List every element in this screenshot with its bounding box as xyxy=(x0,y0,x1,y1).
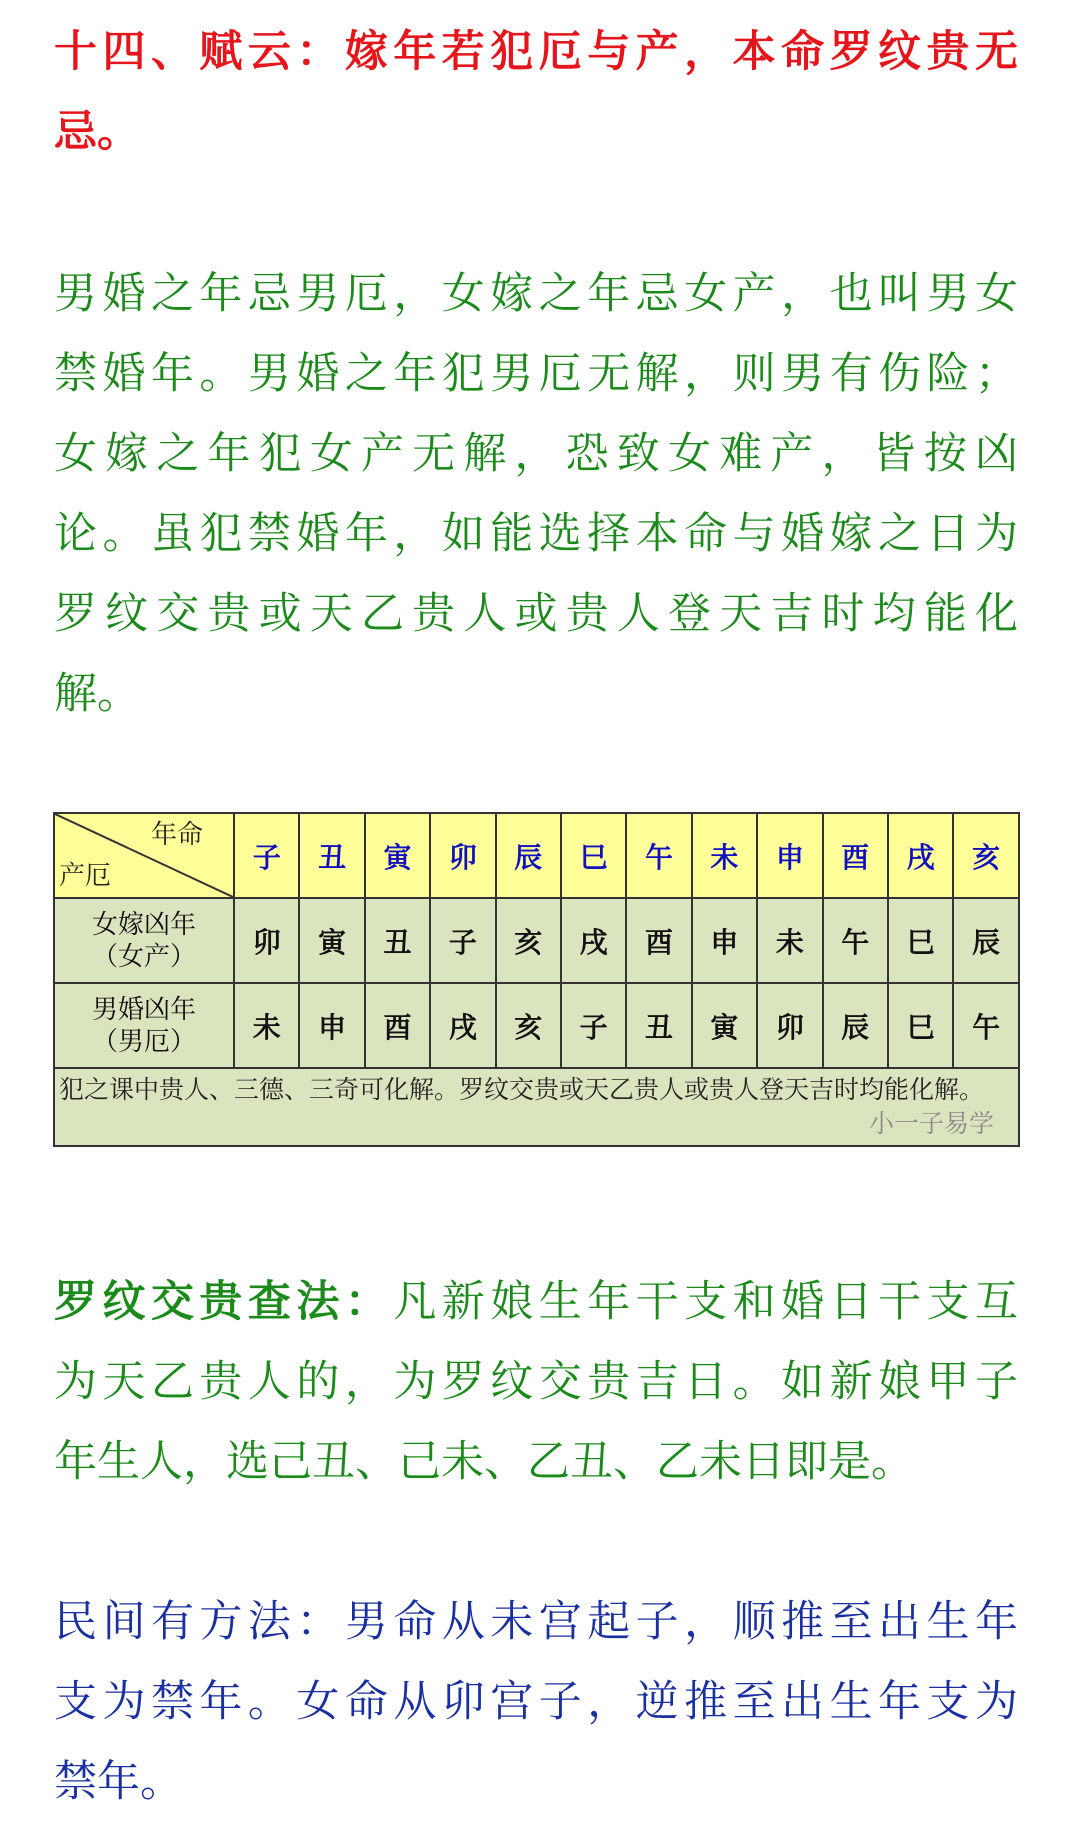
table-cell: 丑 xyxy=(626,983,691,1068)
header-cell: 未 xyxy=(692,813,757,898)
note-text: 犯之课中贵人、三德、三奇可化解。罗纹交贵或天乙贵人或贵人登天吉时均能化解。 xyxy=(59,1075,985,1104)
row-label-line: 男婚凶年 xyxy=(91,994,196,1025)
table-cell: 子 xyxy=(561,983,626,1068)
corner-top-label: 年命 xyxy=(150,820,203,850)
text-line: 解。 xyxy=(54,669,140,719)
table-cell: 戌 xyxy=(561,898,626,983)
row-label xyxy=(54,983,234,1068)
header-cell: 辰 xyxy=(496,813,561,898)
paragraph-forbidden-years xyxy=(54,254,1018,734)
text-line: 支为禁年。女命从卯宫子，逆推至出生年支为 xyxy=(54,1677,1018,1727)
heading-line: 十四、赋云：嫁年若犯厄与产，本命罗纹贵无 xyxy=(54,27,1018,77)
text-line: 禁年。 xyxy=(54,1757,183,1807)
table-cell: 巳 xyxy=(888,898,953,983)
text-line xyxy=(54,1262,1018,1342)
header-cell: 丑 xyxy=(299,813,364,898)
table-cell: 戌 xyxy=(430,983,495,1068)
heading-line: 忌。 xyxy=(54,107,140,157)
table-cell: 酉 xyxy=(365,983,430,1068)
text-line: 罗纹交贵或天乙贵人或贵人登天吉时均能化 xyxy=(54,589,1018,639)
text-line: 为天乙贵人的，为罗纹交贵吉日。如新娘甲子 xyxy=(54,1357,1018,1407)
table-cell: 巳 xyxy=(888,983,953,1068)
text-line: 禁婚年。男婚之年犯男厄无解，则男有伤险； xyxy=(54,349,1018,399)
table-cell: 未 xyxy=(234,983,299,1068)
table-cell: 亥 xyxy=(496,898,561,983)
table-cell: 未 xyxy=(757,898,822,983)
table-row xyxy=(54,898,1019,983)
table-cell: 亥 xyxy=(496,983,561,1068)
table-cell: 丑 xyxy=(365,898,430,983)
row-label-line: （男厄） xyxy=(91,1026,196,1057)
text-line: 男婚之年忌男厄，女嫁之年忌女产，也叫男女 xyxy=(54,269,1018,319)
corner-cell xyxy=(54,813,234,898)
header-cell: 卯 xyxy=(430,813,495,898)
paragraph-folk-method xyxy=(54,1582,1018,1822)
table-cell: 申 xyxy=(299,983,364,1068)
table-row xyxy=(54,983,1019,1068)
header-cell: 酉 xyxy=(823,813,888,898)
table-cell: 午 xyxy=(953,983,1019,1068)
header-cell: 子 xyxy=(234,813,299,898)
text-span: 凡新娘生年干支和婚日干支互 xyxy=(393,1277,1019,1327)
table-note-row xyxy=(54,1068,1019,1146)
table-cell: 卯 xyxy=(234,898,299,983)
text-line: 年生人，选己丑、己未、乙丑、乙未日即是。 xyxy=(54,1437,914,1487)
table-cell: 午 xyxy=(823,898,888,983)
corner-bottom-label: 产厄 xyxy=(59,861,112,891)
table-cell: 寅 xyxy=(299,898,364,983)
forbidden-years-table xyxy=(53,812,1020,1147)
row-label-line: （女产） xyxy=(91,941,196,972)
table-cell: 辰 xyxy=(953,898,1019,983)
table-cell: 卯 xyxy=(757,983,822,1068)
table-header-row xyxy=(54,813,1019,898)
paragraph-luowen-method xyxy=(54,1262,1018,1502)
table-cell: 寅 xyxy=(692,983,757,1068)
header-cell: 巳 xyxy=(561,813,626,898)
table-cell: 申 xyxy=(692,898,757,983)
row-label xyxy=(54,898,234,983)
header-cell: 午 xyxy=(626,813,691,898)
header-cell: 亥 xyxy=(953,813,1019,898)
table-cell: 酉 xyxy=(626,898,691,983)
text-line: 女嫁之年犯女产无解，恐致女难产，皆按凶 xyxy=(54,429,1018,479)
bold-lead: 罗纹交贵查法： xyxy=(54,1277,394,1327)
section-heading xyxy=(54,12,1018,172)
table-note xyxy=(54,1068,1019,1146)
header-cell: 戌 xyxy=(888,813,953,898)
header-cell: 寅 xyxy=(365,813,430,898)
row-label-line: 女嫁凶年 xyxy=(91,909,196,940)
text-line: 民间有方法：男命从未宫起子，顺推至出生年 xyxy=(54,1597,1018,1647)
text-line: 论。虽犯禁婚年，如能选择本命与婚嫁之日为 xyxy=(54,509,1018,559)
header-cell: 申 xyxy=(757,813,822,898)
watermark: 小一子易学 xyxy=(868,1109,994,1138)
table-cell: 子 xyxy=(430,898,495,983)
table-cell: 辰 xyxy=(823,983,888,1068)
